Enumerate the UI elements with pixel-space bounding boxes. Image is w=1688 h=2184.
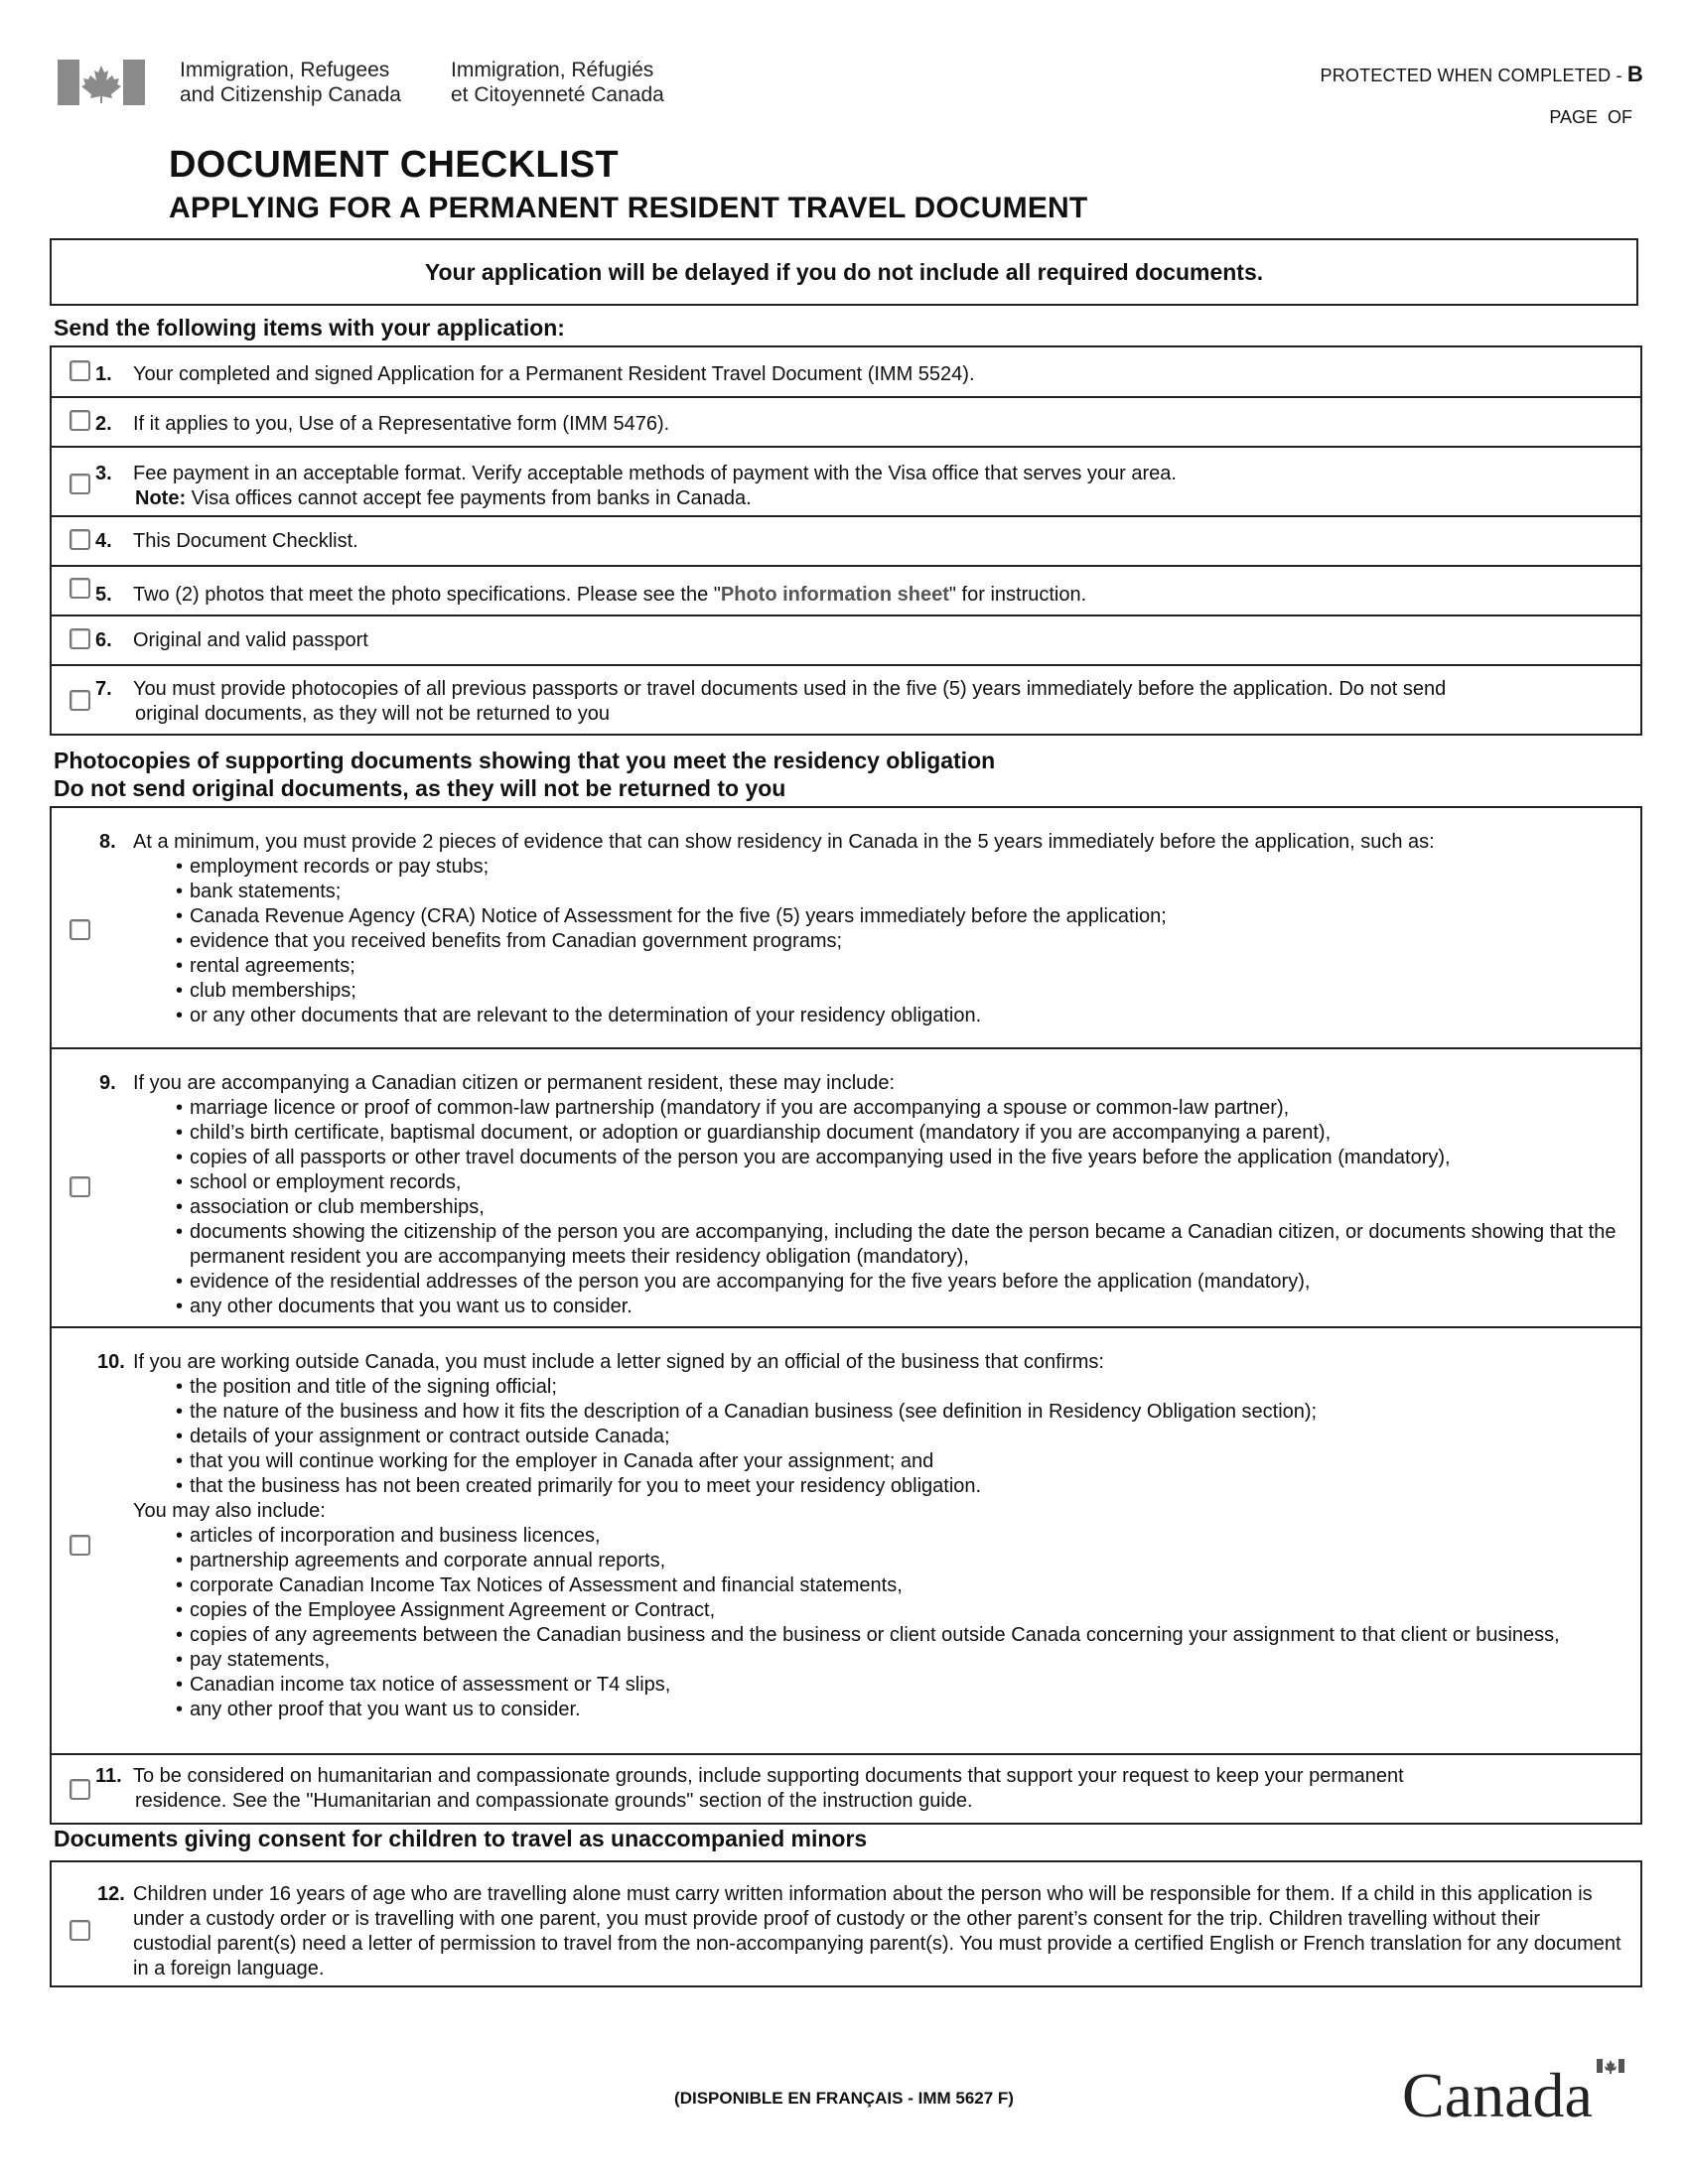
- list-item: [52, 347, 1640, 398]
- item-text: If it applies to you, Use of a Representative form (IMM 5476).: [133, 413, 670, 435]
- department-name-english: [180, 58, 401, 107]
- item10-bullets2: [176, 1524, 1632, 1722]
- item2-checkbox[interactable]: [70, 410, 90, 431]
- item-number: 6.: [95, 629, 112, 651]
- bullet-item: • partnership agreements and corporate annual reports,: [176, 1549, 1632, 1573]
- item8-intro: At a minimum, you must provide 2 pieces of evidence that can show residency in Canada in the 5 years immediately before the application, such as:: [133, 831, 1435, 853]
- item-number: 2.: [95, 413, 112, 435]
- bullet-item: • any other proof that you want us to consider.: [176, 1698, 1632, 1722]
- item-text: [133, 462, 1177, 511]
- warning-banner: Your application will be delayed if you do not include all required documents.: [50, 238, 1638, 306]
- list-item: [52, 1755, 1640, 1823]
- item-number: 4.: [95, 530, 112, 552]
- item-number: 10.: [97, 1351, 125, 1373]
- item-number: 9.: [99, 1072, 116, 1094]
- bullet-item: • copies of any agreements between the Canadian business and the business or client outside Canada concerning your assignment to that client or business,: [176, 1623, 1632, 1648]
- item-number: 3.: [95, 463, 112, 484]
- page-of-label: PAGE OF: [1549, 107, 1632, 127]
- bullet-item: • articles of incorporation and business licences,: [176, 1524, 1632, 1549]
- canada-wordmark-logo: [1402, 2057, 1630, 2122]
- dept-en-line1: Immigration, Refugees: [180, 59, 390, 81]
- list-item: [52, 808, 1640, 1049]
- bullet-item: • Canada Revenue Agency (CRA) Notice of Assessment for the five (5) years immediately before the application;: [176, 904, 1622, 929]
- item11-checkbox[interactable]: [70, 1779, 90, 1800]
- bullet-item: • pay statements,: [176, 1648, 1632, 1673]
- bullet-item: • copies of the Employee Assignment Agreement or Contract,: [176, 1598, 1632, 1623]
- canada-flag-logo: [58, 60, 145, 105]
- item-number: 5.: [95, 584, 112, 606]
- item1-checkbox[interactable]: [70, 360, 90, 381]
- item-text: [133, 1071, 1632, 1319]
- item-number: 11.: [95, 1765, 122, 1787]
- item7-line2: original documents, as they will not be returned to you: [135, 703, 611, 725]
- item7-line1: You must provide photocopies of all previous passports or travel documents used in the five (5) years immediately before the application. Do not send: [133, 678, 1447, 700]
- bullet-item: • or any other documents that are relevant to the determination of your residency obligation.: [176, 1004, 1622, 1028]
- list-item: [52, 517, 1640, 567]
- item10-also: You may also include:: [133, 1500, 326, 1522]
- french-availability-notice: (DISPONIBLE EN FRANÇAIS - IMM 5627 F): [674, 2089, 1014, 2108]
- dept-fr-line1: Immigration, Réfugiés: [451, 59, 654, 81]
- item11-line1: To be considered on humanitarian and compassionate grounds, include supporting documents that support your request to keep your permanent: [133, 1765, 1404, 1787]
- item12-text: Children under 16 years of age who are travelling alone must carry written information about the person who will be responsible for them. If a child in this application is under a custody order or is travelling with one parent, you must provide proof of custody or the other parent’s consent for the trip. Children travelling without their custodial parent(s) need a letter of permission to travel from the non-accompanying parent(s). You must provide a certified English or French translation for any document in a foreign language.: [133, 1883, 1621, 1979]
- item9-bullets: [176, 1096, 1632, 1319]
- item5-checkbox[interactable]: [70, 578, 90, 599]
- item7-checkbox[interactable]: [70, 690, 90, 711]
- section2-list: [50, 806, 1642, 1825]
- page-title: DOCUMENT CHECKLIST: [169, 144, 619, 186]
- item8-bullets: [176, 855, 1622, 1028]
- bullet-item: • school or employment records,: [176, 1170, 1632, 1195]
- item-text: [133, 830, 1622, 1028]
- bullet-item: • evidence that you received benefits from Canadian government programs;: [176, 929, 1622, 954]
- item6-checkbox[interactable]: [70, 628, 90, 649]
- note-text: Visa offices cannot accept fee payments from banks in Canada.: [186, 487, 752, 509]
- item-text: Original and valid passport: [133, 629, 368, 651]
- item10-bullets: [176, 1375, 1632, 1499]
- list-item: [52, 567, 1640, 616]
- item3-checkbox[interactable]: [70, 474, 90, 494]
- list-item: [52, 448, 1640, 517]
- bullet-item: • the nature of the business and how it fits the description of a Canadian business (see definition in Residency Obligation section);: [176, 1400, 1632, 1425]
- item9-intro: If you are accompanying a Canadian citizen or permanent resident, these may include:: [133, 1072, 896, 1094]
- item4-checkbox[interactable]: [70, 529, 90, 550]
- item-text: [133, 1350, 1632, 1722]
- list-item: [52, 398, 1640, 448]
- department-name-french: [451, 58, 664, 107]
- item3-text: Fee payment in an acceptable format. Verify acceptable methods of payment with the Visa office that serves your area.: [133, 463, 1177, 484]
- item-text: [133, 677, 1446, 727]
- bullet-item: • that the business has not been created primarily for you to meet your residency obligation.: [176, 1474, 1632, 1499]
- note-label: Note:: [135, 487, 187, 509]
- item5-text-after: " for instruction.: [948, 584, 1087, 606]
- page-subtitle: APPLYING FOR A PERMANENT RESIDENT TRAVEL DOCUMENT: [169, 192, 1088, 224]
- bullet-item: • evidence of the residential addresses of the person you are accompanying for the five years before the application (mandatory),: [176, 1270, 1632, 1295]
- list-item: [52, 1049, 1640, 1328]
- section3-list: [50, 1860, 1642, 1987]
- item5-text-before: Two (2) photos that meet the photo specifications. Please see the ": [133, 584, 721, 606]
- section2-heading-line2: Do not send original documents, as they will not be returned to you: [54, 775, 786, 801]
- bullet-item: • association or club memberships,: [176, 1195, 1632, 1220]
- list-item: [52, 1862, 1640, 1985]
- bullet-item: • Canadian income tax notice of assessment or T4 slips,: [176, 1673, 1632, 1698]
- item-number: 12.: [97, 1883, 125, 1905]
- item-number: 8.: [99, 831, 116, 853]
- bullet-item: • documents showing the citizenship of the person you are accompanying, including the date the person became a Canadian citizen, or documents showing that the permanent resident you are accompanying meets their residency obligation (mandatory),: [176, 1220, 1632, 1270]
- bullet-item: • employment records or pay stubs;: [176, 855, 1622, 880]
- item-text: Your completed and signed Application for a Permanent Resident Travel Document (IMM 5524).: [133, 363, 975, 385]
- item-text: This Document Checklist.: [133, 530, 358, 552]
- protected-label: [1320, 62, 1643, 87]
- list-item: [52, 616, 1640, 666]
- protected-class: B: [1626, 62, 1643, 86]
- item8-checkbox[interactable]: [70, 919, 90, 940]
- bullet-item: • details of your assignment or contract outside Canada;: [176, 1425, 1632, 1449]
- item10-checkbox[interactable]: [70, 1535, 90, 1556]
- item-text: [133, 1764, 1404, 1814]
- bullet-item: • corporate Canadian Income Tax Notices of Assessment and financial statements,: [176, 1573, 1632, 1598]
- section3-heading: Documents giving consent for children to travel as unaccompanied minors: [54, 1826, 868, 1851]
- section1-list: [50, 345, 1642, 736]
- wordmark-text: Canada: [1402, 2060, 1593, 2122]
- item11-line2: residence. See the "Humanitarian and compassionate grounds" section of the instruction guide.: [135, 1790, 973, 1812]
- protected-text: PROTECTED WHEN COMPLETED -: [1320, 66, 1627, 85]
- section2-heading-line1: Photocopies of supporting documents showing that you meet the residency obligation: [54, 748, 996, 773]
- item10-intro: If you are working outside Canada, you must include a letter signed by an official of the business that confirms:: [133, 1351, 1104, 1373]
- section1-heading: Send the following items with your application:: [54, 315, 565, 341]
- section2-heading: [54, 747, 995, 802]
- bullet-item: • that you will continue working for the employer in Canada after your assignment; and: [176, 1449, 1632, 1474]
- item-number: 7.: [95, 678, 112, 700]
- bullet-item: • marriage licence or proof of common-law partnership (mandatory if you are accompanying a spouse or common-law partner),: [176, 1096, 1632, 1121]
- dept-en-line2: and Citizenship Canada: [180, 83, 401, 106]
- list-item: [52, 1328, 1640, 1755]
- dept-fr-line2: et Citoyenneté Canada: [451, 83, 664, 106]
- bullet-item: • rental agreements;: [176, 954, 1622, 979]
- item-text: [133, 583, 1086, 608]
- bullet-item: • the position and title of the signing official;: [176, 1375, 1632, 1400]
- item12-checkbox[interactable]: [70, 1920, 90, 1941]
- bullet-item: • child’s birth certificate, baptismal document, or adoption or guardianship document (mandatory if you are accompanying a parent),: [176, 1121, 1632, 1146]
- list-item: [52, 666, 1640, 734]
- bullet-item: • bank statements;: [176, 880, 1622, 904]
- item-number: 1.: [95, 363, 112, 385]
- photo-info-link[interactable]: Photo information sheet: [720, 584, 949, 606]
- bullet-item: • copies of all passports or other travel documents of the person you are accompanying used in the five years before the application (mandatory),: [176, 1146, 1632, 1170]
- bullet-item: • club memberships;: [176, 979, 1622, 1004]
- item9-checkbox[interactable]: [70, 1176, 90, 1197]
- bullet-item: • any other documents that you want us to consider.: [176, 1295, 1632, 1319]
